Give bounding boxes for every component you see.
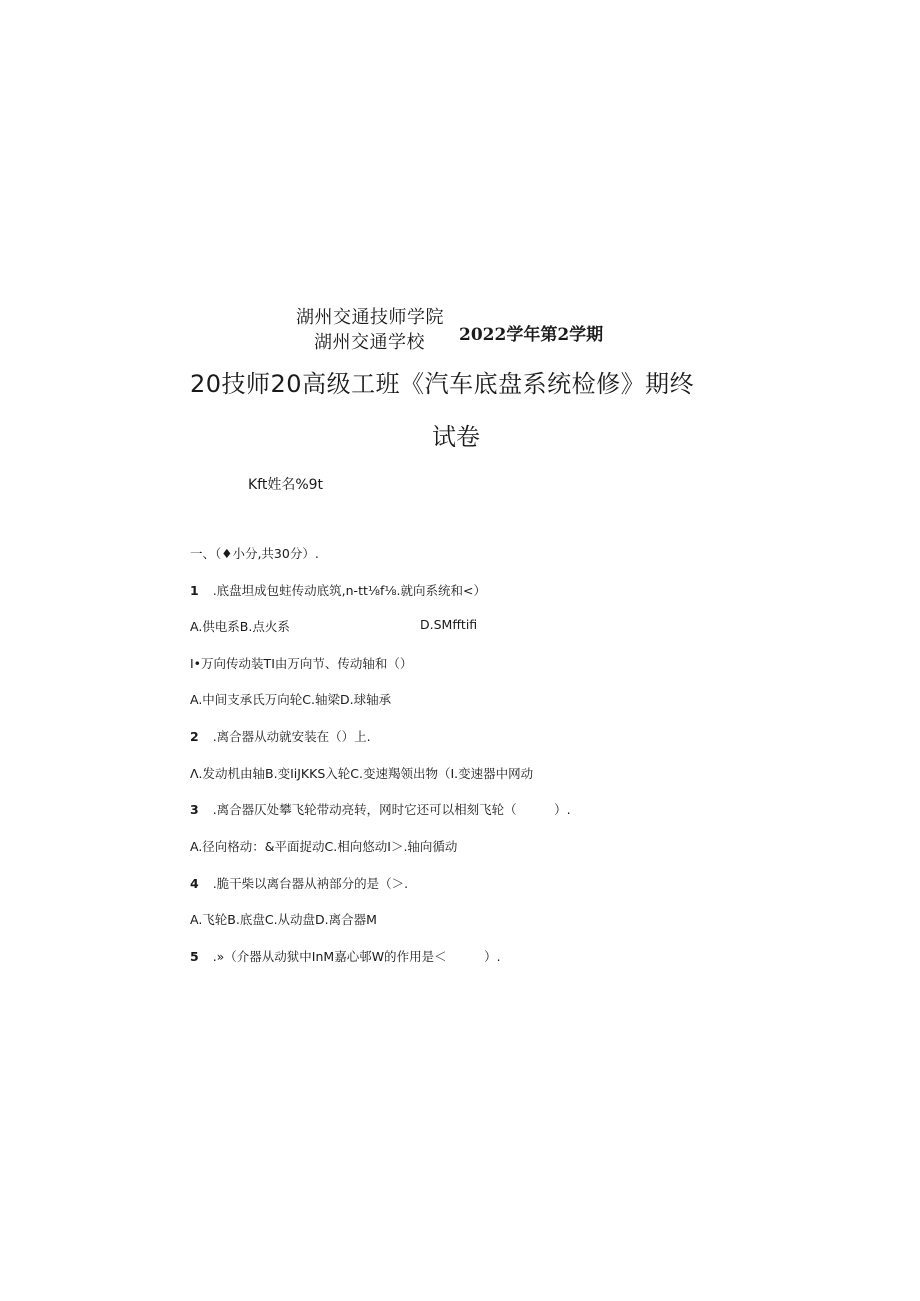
- option-line: [190, 617, 290, 635]
- term-label: 2022学年第2学期: [459, 325, 604, 345]
- question-line: [190, 947, 501, 965]
- option-line: [190, 910, 377, 928]
- question-text: .离合器从动就安装在（）上.: [212, 729, 371, 744]
- question-line: [190, 800, 571, 818]
- question-number: 5: [190, 949, 199, 964]
- exam-title: 20技师20高级工班《汽车底盘系统检修》期终: [190, 370, 695, 398]
- option-line: [190, 764, 533, 782]
- option-text: Λ.发动机由轴B.变IiJKKS入轮C.变速羯领出物（I.变速器中网动: [190, 766, 534, 781]
- option-text-extra: D.SMfftifi: [420, 617, 478, 632]
- question-text: .离合器仄处攀飞轮带动亮转，网时它还可以相刻飞轮（ ）.: [212, 802, 571, 817]
- school-name-1: 湖州交通技师学院: [296, 307, 444, 328]
- school-name-2: 湖州交通学校: [314, 332, 425, 353]
- option-text: A.供电系B.点火系: [190, 619, 290, 634]
- question-number: 3: [190, 802, 199, 817]
- option-line: [190, 837, 457, 855]
- exam-subtitle: 试卷: [432, 423, 480, 451]
- question-number: 2: [190, 729, 199, 744]
- question-text: .»（介器从动狱中InM嘉心邨W的作用是＜ ）.: [212, 949, 501, 964]
- question-number: 1: [190, 583, 199, 598]
- question-number: 4: [190, 876, 199, 891]
- section-heading: 一、（♦小分,共30分）.: [190, 546, 319, 561]
- option-line-extra: [420, 617, 477, 632]
- question-line: [190, 654, 412, 672]
- question-line: [190, 727, 371, 745]
- option-text: A.径向格动：&平面捉动C.相向悠动I＞.轴向循动: [190, 839, 458, 854]
- question-text: .底盘坦成包蛀传动底筑,n-tt⅛f⅛.就向系统和<）: [212, 583, 486, 598]
- option-text: A.飞轮B.底盘C.从动盘D.离合器M: [190, 912, 377, 927]
- question-text: I•万向传动装TI由万向节、传动轴和（）: [190, 656, 413, 671]
- student-info-line: Kft姓名%9t: [248, 477, 324, 493]
- question-line: [190, 581, 486, 599]
- question-line: [190, 874, 408, 892]
- option-text: A.中间支承氏万向轮C.轴梁D.球轴承: [190, 692, 392, 707]
- question-text: .脆干柴以离台器从衲部分的是（＞.: [212, 876, 409, 891]
- option-line: [190, 690, 391, 708]
